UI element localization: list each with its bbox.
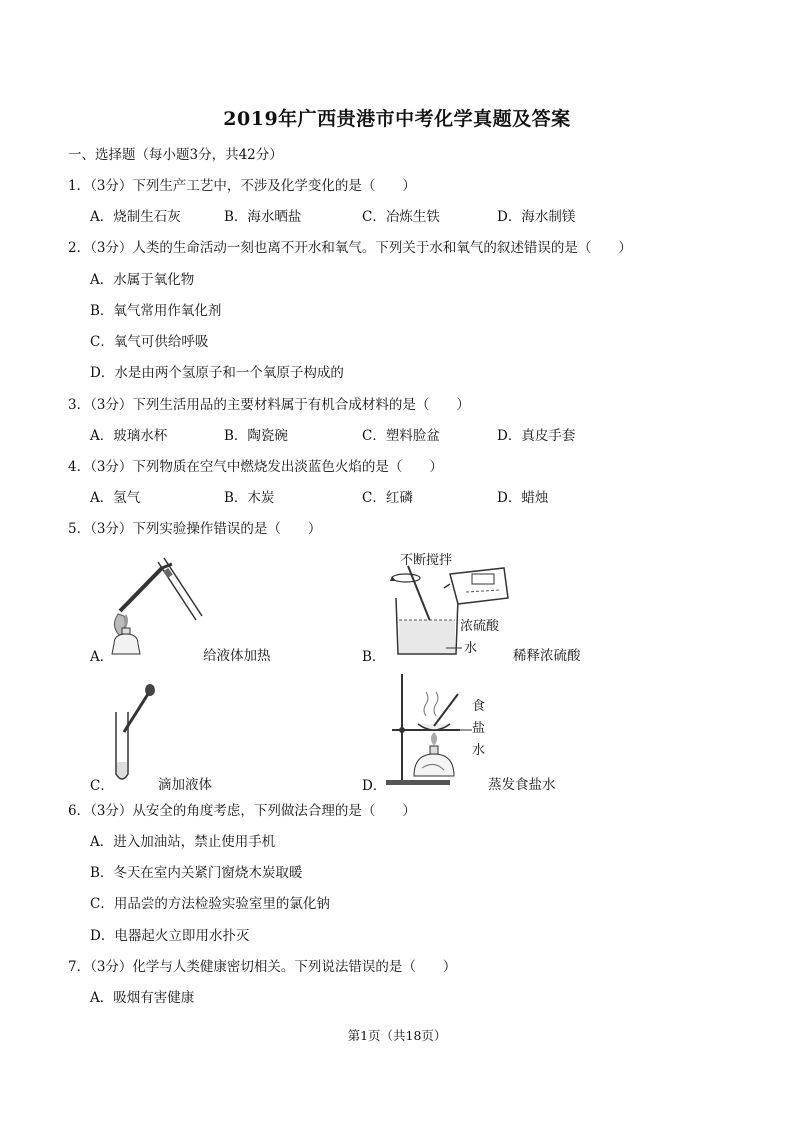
q5-option-a: A． <box>90 649 114 665</box>
q2-option-d: D．水是由两个氢原子和一个氧原子构成的 <box>90 365 344 381</box>
figure-diluting-acid <box>380 550 512 662</box>
q3-option-a: A．玻璃水杯 <box>90 428 168 444</box>
q2-option-b: B．氧气常用作氧化剂 <box>90 303 222 319</box>
page-footer: 第1页（共18页） <box>347 1028 447 1043</box>
question-6-stem: 6．（3分）从安全的角度考虑，下列做法合理的是（ ） <box>68 803 416 819</box>
q4-option-b: B．木炭 <box>224 490 275 506</box>
section-heading: 一、选择题（每小题3分，共42分） <box>68 147 283 163</box>
question-2-stem: 2．（3分）人类的生命活动一刻也离不开水和氧气。下列关于水和氧气的叙述错误的是（ ） <box>68 240 632 256</box>
question-3-stem: 3．（3分）下列生活用品的主要材料属于有机合成材料的是（ ） <box>68 397 470 413</box>
q7-option-a: A．吸烟有害健康 <box>90 990 195 1006</box>
question-4-stem: 4．（3分）下列物质在空气中燃烧发出淡蓝色火焰的是（ ） <box>68 459 443 475</box>
q5-option-c: C． <box>90 778 114 794</box>
question-5-stem: 5．（3分）下列实验操作错误的是（ ） <box>68 521 322 537</box>
q6-option-b: B．冬天在室内关紧门窗烧木炭取暖 <box>90 865 303 881</box>
q6-option-d: D．电器起火立即用水扑灭 <box>90 928 250 944</box>
figure-dropping-liquid <box>110 682 170 788</box>
question-7-stem: 7．（3分）化学与人类健康密切相关。下列说法错误的是（ ） <box>68 959 457 975</box>
caption-dropping-liquid: 滴加液体 <box>158 777 212 793</box>
label-salt-2: 盐 <box>472 721 486 736</box>
caption-diluting-acid: 稀释浓硫酸 <box>513 648 581 664</box>
label-salt-1: 食 <box>472 699 486 714</box>
q3-option-d: D．真皮手套 <box>497 428 576 444</box>
label-water: 水 <box>464 641 478 656</box>
q6-option-c: C．用品尝的方法检验实验室里的氯化钠 <box>90 896 330 912</box>
q1-option-d: D．海水制镁 <box>497 209 576 225</box>
label-salt-3: 水 <box>472 743 486 758</box>
figure-heating-liquid <box>100 556 210 662</box>
q5-option-b: B． <box>362 649 386 665</box>
q1-option-b: B．海水晒盐 <box>224 209 302 225</box>
q2-option-c: C．氧气可供给呼吸 <box>90 334 209 350</box>
q3-option-c: C．塑料脸盆 <box>362 428 440 444</box>
page-title: 2019年广西贵港市中考化学真题及答案 <box>223 108 571 130</box>
caption-heating-liquid: 给液体加热 <box>203 648 271 664</box>
q5-option-d: D． <box>362 778 387 794</box>
q4-option-a: A．氢气 <box>90 490 141 506</box>
q1-option-a: A．烧制生石灰 <box>90 209 181 225</box>
q3-option-b: B．陶瓷碗 <box>224 428 288 444</box>
caption-evaporating: 蒸发食盐水 <box>488 777 556 793</box>
q1-option-c: C．冶炼生铁 <box>362 209 440 225</box>
question-1-stem: 1．（3分）下列生产工艺中，不涉及化学变化的是（ ） <box>68 178 416 194</box>
q4-option-c: C．红磷 <box>362 490 413 506</box>
label-acid: 浓硫酸 <box>460 619 500 634</box>
q2-option-a: A．水属于氧化物 <box>90 272 195 288</box>
q4-option-d: D．蜡烛 <box>497 490 549 506</box>
label-stir: 不断搅拌 <box>400 553 453 568</box>
q6-option-a: A．进入加油站，禁止使用手机 <box>90 834 276 850</box>
figure-evaporating <box>382 672 492 790</box>
